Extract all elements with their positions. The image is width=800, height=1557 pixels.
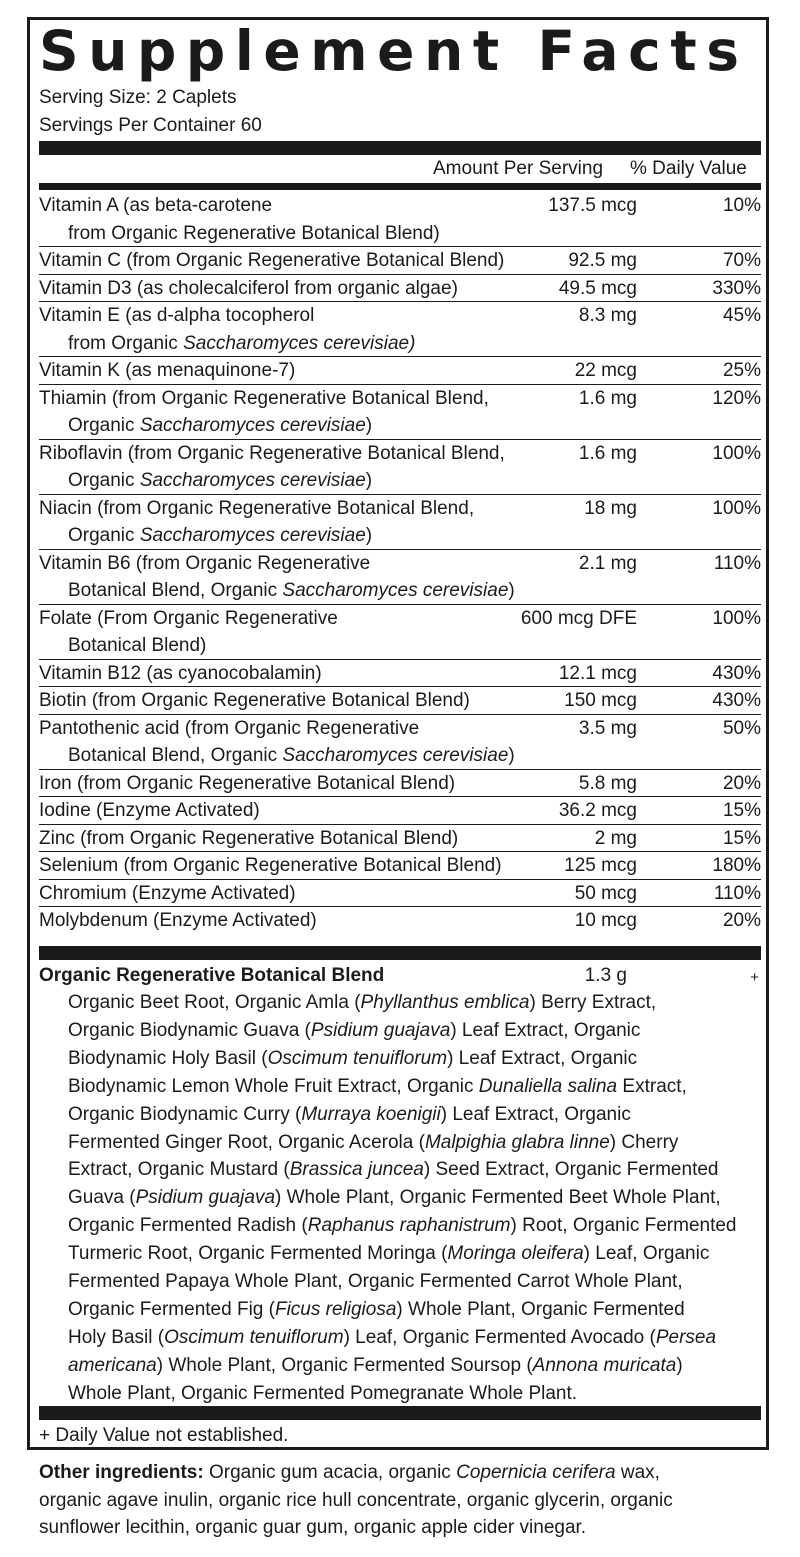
nutrient-name: Vitamin K (as menaquinone-7): [39, 360, 296, 381]
serving-size: Serving Size: 2 Caplets: [39, 87, 237, 108]
nutrient-row: [39, 357, 761, 385]
nutrient-row: [39, 275, 761, 303]
nutrient-name: Folate (From Organic Regenerative Botanical Blend): [39, 607, 338, 656]
nutrient-daily-value: 330%: [712, 277, 761, 299]
nutrient-name: Vitamin A (as beta-carotene from Organic Regenerative Botanical Blend): [39, 195, 440, 244]
nutrient-amount: 150 mcg: [564, 690, 637, 711]
blend-amount: 1.3 g: [584, 965, 627, 986]
nutrient-daily-value: 430%: [712, 662, 761, 684]
nutrient-name: Selenium (from Organic Regenerative Botanical Blend): [39, 855, 502, 876]
nutrient-name: Chromium (Enzyme Activated): [39, 882, 296, 904]
nutrient-amount: 1.6 mg: [578, 387, 637, 409]
blend-title: Organic Regenerative Botanical Blend: [39, 965, 385, 986]
nutrient-amount: 12.1 mcg: [558, 662, 637, 684]
nutrient-amount: 2.1 mg: [578, 552, 637, 574]
blend-daily-value: +: [750, 969, 759, 986]
nutrient-name: Vitamin B12 (as cyanocobalamin): [39, 662, 322, 684]
nutrient-row: [39, 797, 761, 825]
nutrient-row: [39, 247, 761, 275]
nutrient-amount: 5.8 mg: [578, 772, 637, 794]
nutrient-amount: 92.5 mg: [568, 250, 637, 271]
nutrient-name: Vitamin D3 (as cholecalciferol from organic algae): [39, 277, 458, 299]
nutrient-row: [39, 852, 761, 880]
nutrient-name: Zinc (from Organic Regenerative Botanical Blend): [39, 827, 459, 849]
other-ingredients: Other ingredients: Organic gum acacia, organic Copernicia cerifera wax, organic agave inulin, organic rice hull concentrate, organic glycerin, organic sunflower lecithin, organic guar gum, organic apple cider vinegar.: [39, 1462, 673, 1539]
nutrient-amount: 49.5 mcg: [558, 277, 637, 299]
nutrient-amount: 8.3 mg: [578, 305, 637, 326]
nutrient-daily-value: 110%: [713, 882, 761, 904]
nutrient-name: Molybdenum (Enzyme Activated): [39, 910, 317, 931]
nutrient-amount: 10 mcg: [574, 910, 637, 931]
thick-divider: [39, 946, 761, 960]
other-ingredients-label: Other ingredients:: [39, 1462, 204, 1483]
nutrient-row: [39, 715, 761, 770]
nutrient-name: Vitamin C (from Organic Regenerative Botanical Blend): [39, 250, 505, 271]
nutrient-amount: 125 mcg: [564, 855, 637, 876]
nutrient-daily-value: 20%: [722, 910, 761, 931]
nutrient-name: Niacin (from Organic Regenerative Botanical Blend, Organic Saccharomyces cerevisiae): [39, 497, 475, 546]
nutrient-row: [39, 907, 761, 935]
nutrient-daily-value: 100%: [712, 442, 761, 464]
nutrient-daily-value: 20%: [722, 772, 761, 794]
daily-value-header: % Daily Value: [630, 158, 747, 179]
nutrient-daily-value: 180%: [712, 855, 761, 876]
nutrient-amount: 22 mcg: [574, 360, 637, 381]
nutrient-row: [39, 605, 761, 660]
supplement-facts-panel: [27, 17, 769, 1450]
nutrient-daily-value: 100%: [712, 607, 761, 629]
nutrient-name: Pantothenic acid (from Organic Regenerative Botanical Blend, Organic Saccharomyces cerevisiae): [39, 717, 515, 766]
thick-divider: [39, 141, 761, 155]
nutrient-row: [39, 495, 761, 550]
amount-per-serving-header: Amount Per Serving: [433, 158, 604, 179]
nutrient-daily-value: 15%: [722, 827, 761, 849]
nutrient-row: [39, 880, 761, 908]
panel-title: Supplement Facts: [39, 19, 749, 83]
nutrient-daily-value: 15%: [722, 800, 761, 821]
nutrient-row: [39, 302, 761, 357]
nutrient-name: Iodine (Enzyme Activated): [39, 800, 260, 821]
nutrient-row: [39, 770, 761, 798]
servings-per-container: Servings Per Container 60: [39, 115, 262, 136]
nutrient-name: Vitamin B6 (from Organic Regenerative Botanical Blend, Organic Saccharomyces cerevisiae): [39, 552, 515, 601]
nutrient-name: Vitamin E (as d-alpha tocopherol from Organic Saccharomyces cerevisiae): [39, 305, 416, 354]
nutrient-daily-value: 45%: [722, 305, 761, 326]
footnote: + Daily Value not established.: [39, 1425, 289, 1446]
nutrient-row: [39, 550, 761, 605]
nutrient-amount: 600 mcg DFE: [520, 607, 637, 629]
nutrient-daily-value: 120%: [712, 387, 761, 409]
nutrient-amount: 137.5 mcg: [548, 195, 637, 216]
nutrient-daily-value: 430%: [712, 690, 761, 711]
nutrient-row: [39, 687, 761, 715]
nutrient-daily-value: 50%: [722, 717, 761, 739]
nutrient-daily-value: 110%: [713, 552, 761, 574]
nutrient-daily-value: 25%: [722, 360, 761, 381]
blend-ingredients: Organic Beet Root, Organic Amla (Phyllanthus emblica) Berry Extract, Organic Biodynamic Guava (Psidium guajava) Leaf Extract, Organic Biodynamic Holy Basil (Oscimum tenuiflorum) Leaf Extract, Organic Biodynamic Lemon Whole Fruit Extract, Organic Dunaliella salina Extract, Organic Biodynamic Curry (Murraya koenigii) Leaf Extract, Organic Fermented Ginger Root, Organic Acerola (Malpighia glabra linne) Cherry Extract, Organic Mustard (Brassica juncea) Seed Extract, Organic Fermented Guava (Psidium guajava) Whole Plant, Organic Fermented Beet Whole Plant, Organic Fermented Radish (Raphanus raphanistrum) Root, Organic Fermented Turmeric Root, Organic Fermented Moringa (Moringa oleifera) Leaf, Organic Fermented Papaya Whole Plant, Organic Fermented Carrot Whole Plant, Organic Fermented Fig (Ficus religiosa) Whole Plant, Organic Fermented Holy Basil (Oscimum tenuiflorum) Leaf, Organic Fermented Avocado (Persea americana) Whole Plant, Organic Fermented Soursop (Annona muricata) Whole Plant, Organic Fermented Pomegranate Whole Plant.: [68, 992, 737, 1404]
nutrient-row: [39, 660, 761, 688]
nutrient-daily-value: 100%: [712, 497, 761, 519]
nutrient-name: Iron (from Organic Regenerative Botanical Blend): [39, 772, 456, 794]
nutrient-row: [39, 385, 761, 440]
nutrient-name: Biotin (from Organic Regenerative Botanical Blend): [39, 690, 470, 711]
nutrient-daily-value: 10%: [722, 195, 761, 216]
nutrient-amount: 36.2 mcg: [558, 800, 637, 821]
thick-divider: [39, 1406, 761, 1420]
nutrient-daily-value: 70%: [722, 250, 761, 271]
nutrient-amount: 3.5 mg: [578, 717, 637, 739]
nutrient-amount: 1.6 mg: [578, 442, 637, 464]
nutrient-amount: 50 mcg: [574, 882, 637, 904]
nutrient-row: [39, 440, 761, 495]
nutrient-name: Thiamin (from Organic Regenerative Botanical Blend, Organic Saccharomyces cerevisiae): [39, 387, 489, 436]
medium-divider: [39, 183, 761, 190]
nutrient-row: [39, 825, 761, 853]
nutrient-amount: 18 mg: [584, 497, 637, 519]
nutrient-row: [39, 192, 761, 247]
nutrient-name: Riboflavin (from Organic Regenerative Botanical Blend, Organic Saccharomyces cerevisiae): [39, 442, 505, 491]
nutrient-amount: 2 mg: [594, 827, 637, 849]
